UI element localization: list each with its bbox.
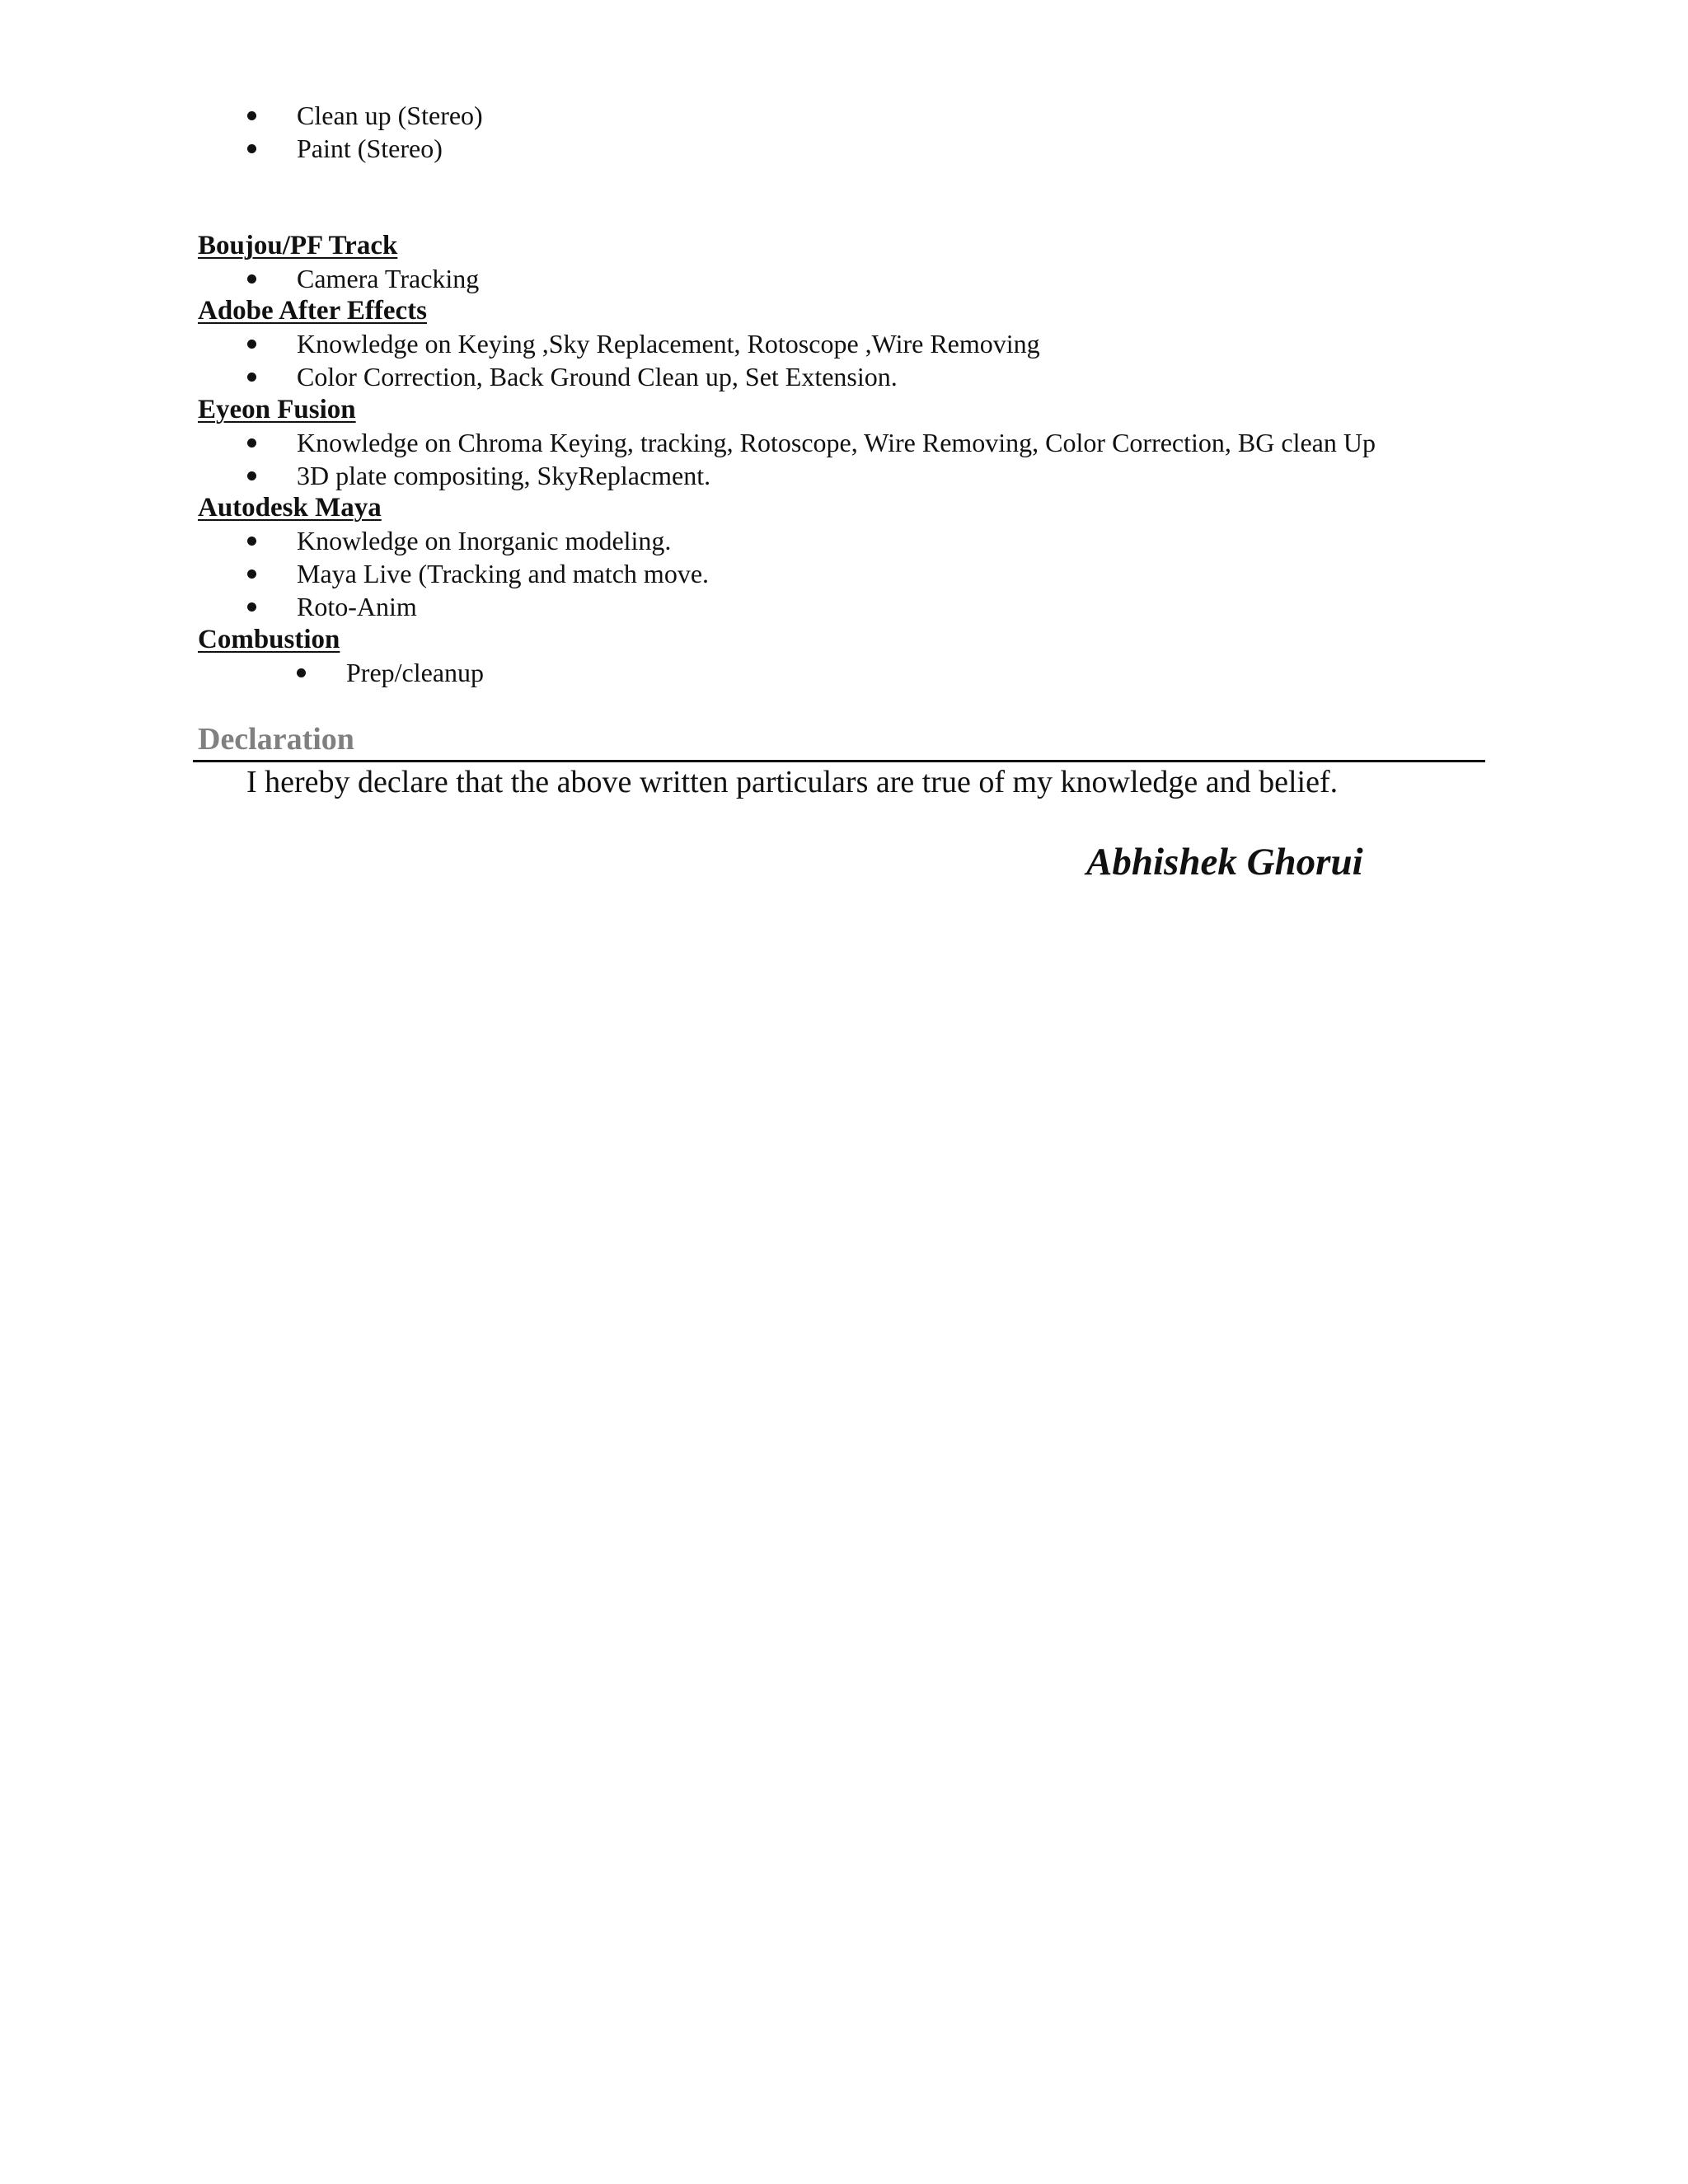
list-item — [297, 590, 709, 623]
list-item-text: Maya Live (Tracking and match move. — [297, 559, 710, 588]
bullet-icon — [247, 471, 256, 480]
section-heading-maya: Autodesk Maya — [198, 493, 382, 523]
list-item — [297, 426, 1376, 459]
section-heading-combustion: Combustion — [198, 625, 340, 654]
section-heading-boujou: Boujou/PF Track — [198, 231, 398, 260]
section-heading-fusion: Eyeon Fusion — [198, 395, 356, 424]
bullet-icon — [247, 111, 256, 120]
signature: Abhishek Ghorui — [1086, 841, 1363, 883]
bullet-icon — [247, 569, 256, 579]
section-heading-after-effects: Adobe After Effects — [198, 296, 427, 326]
list-item-text: Knowledge on Chroma Keying, tracking, Rotoscope, Wire Removing, Color Correction, BG clean Up — [297, 428, 1376, 457]
list-item-text: Knowledge on Keying ,Sky Replacement, Rotoscope ,Wire Removing — [297, 329, 1040, 359]
section-list-combustion — [346, 656, 484, 689]
list-item — [297, 459, 1376, 492]
intro-list — [297, 99, 483, 165]
bullet-icon — [247, 602, 256, 612]
list-item-text: Paint (Stereo) — [297, 134, 443, 163]
bullet-icon — [247, 340, 256, 349]
list-item-text: Color Correction, Back Ground Clean up, Set Extension. — [297, 362, 898, 391]
bullet-icon — [247, 537, 256, 546]
section-list-maya — [297, 524, 709, 623]
list-item-text: 3D plate compositing, SkyReplacment. — [297, 461, 711, 490]
list-item-text: Clean up (Stereo) — [297, 101, 483, 130]
bullet-icon — [247, 438, 256, 448]
list-item — [297, 132, 483, 165]
list-item — [297, 524, 709, 557]
list-item-text: Roto-Anim — [297, 592, 417, 621]
list-item-text: Knowledge on Inorganic modeling. — [297, 526, 672, 555]
list-item — [297, 262, 479, 295]
section-list-boujou — [297, 262, 479, 295]
bullet-icon — [297, 668, 306, 677]
bullet-icon — [247, 274, 256, 284]
declaration-text: I hereby declare that the above written particulars are true of my knowledge and belief. — [246, 765, 1339, 799]
declaration-divider — [193, 760, 1485, 762]
list-item — [346, 656, 484, 689]
list-item — [297, 360, 1040, 393]
section-list-after-effects — [297, 327, 1040, 393]
list-item-text: Camera Tracking — [297, 264, 480, 293]
list-item — [297, 327, 1040, 360]
section-list-fusion — [297, 426, 1376, 492]
bullet-icon — [247, 373, 256, 382]
declaration-heading: Declaration — [198, 722, 354, 757]
list-item-text: Prep/cleanup — [346, 658, 485, 687]
list-item — [297, 99, 483, 132]
list-item — [297, 557, 709, 590]
bullet-icon — [247, 144, 256, 153]
